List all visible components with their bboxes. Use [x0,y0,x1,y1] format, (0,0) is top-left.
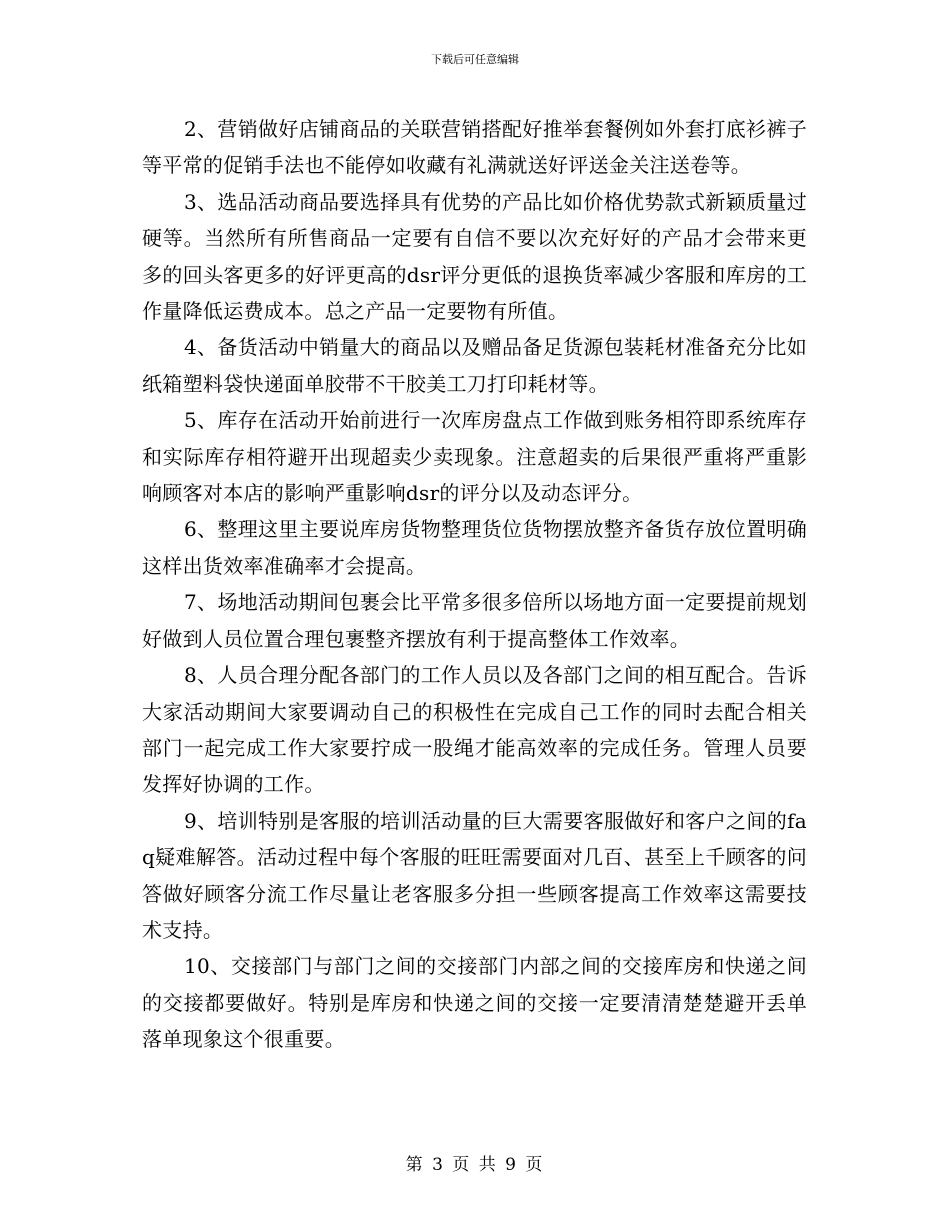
paragraph-item-8: 8、人员合理分配各部门的工作人员以及各部门之间的相互配合。告诉大家活动期间大家要调动自己的积极性在完成自己工作的同时去配合相关部门一起完成工作大家要拧成一股绳才能高效率的完成任务。管理人员要发挥好协调的工作。 [142,663,807,797]
paragraph-item-2: 2、营销做好店铺商品的关联营销搭配好推举套餐例如外套打底衫裤子 等平常的促销手法也不能停如收藏有礼满就送好评送金关注送卷等。 [142,117,807,178]
paragraph-item-4: 4、备货活动中销量大的商品以及赠品备足货源包装耗材准备充分比如纸箱塑料袋快递面单胶带不干胶美工刀打印耗材等。 [142,335,807,396]
paragraph-item-3: 3、选品活动商品要选择具有优势的产品比如价格优势款式新颖质量过硬等。当然所有所售商品一定要有自信不要以次充好好的产品才会带来更多的回头客更多的好评更高的dsr评分更低的退换货率减少客服和库房的工作量降低运费成本。总之产品一定要物有所值。 [142,189,807,324]
paragraph-item-10: 10、交接部门与部门之间的交接部门内部之间的交接库房和快递之间的交接都要做好。特别是库房和快递之间的交接一定要清清楚楚避开丢单落单现象这个很重要。 [142,954,807,1052]
paragraph-item-7: 7、场地活动期间包裹会比平常多很多倍所以场地方面一定要提前规划好做到人员位置合理包裹整齐摆放有利于提高整体工作效率。 [142,590,807,651]
page-number-footer: 第 3 页 共 9 页 [405,1155,545,1175]
paragraph-item-6: 6、整理这里主要说库房货物整理货位货物摆放整齐备货存放位置明确这样出货效率准确率才会提高。 [142,517,807,578]
page-header: 下载后可任意编辑 [431,53,519,66]
document-body [142,111,807,1058]
paragraph-item-5: 5、库存在活动开始前进行一次库房盘点工作做到账务相符即系统库存和实际库存相符避开出现超卖少卖现象。注意超卖的后果很严重将严重影响顾客对本店的影响严重影响dsr的评分以及动态评分。 [142,408,807,506]
paragraph-item-9: 9、培训特别是客服的培训活动量的巨大需要客服做好和客户之间的faq疑难解答。活动过程中每个客服的旺旺需要面对几百、甚至上千顾客的问答做好顾客分流工作尽量让老客服多分担一些顾客提高工作效率这需要技术支持。 [142,808,807,942]
